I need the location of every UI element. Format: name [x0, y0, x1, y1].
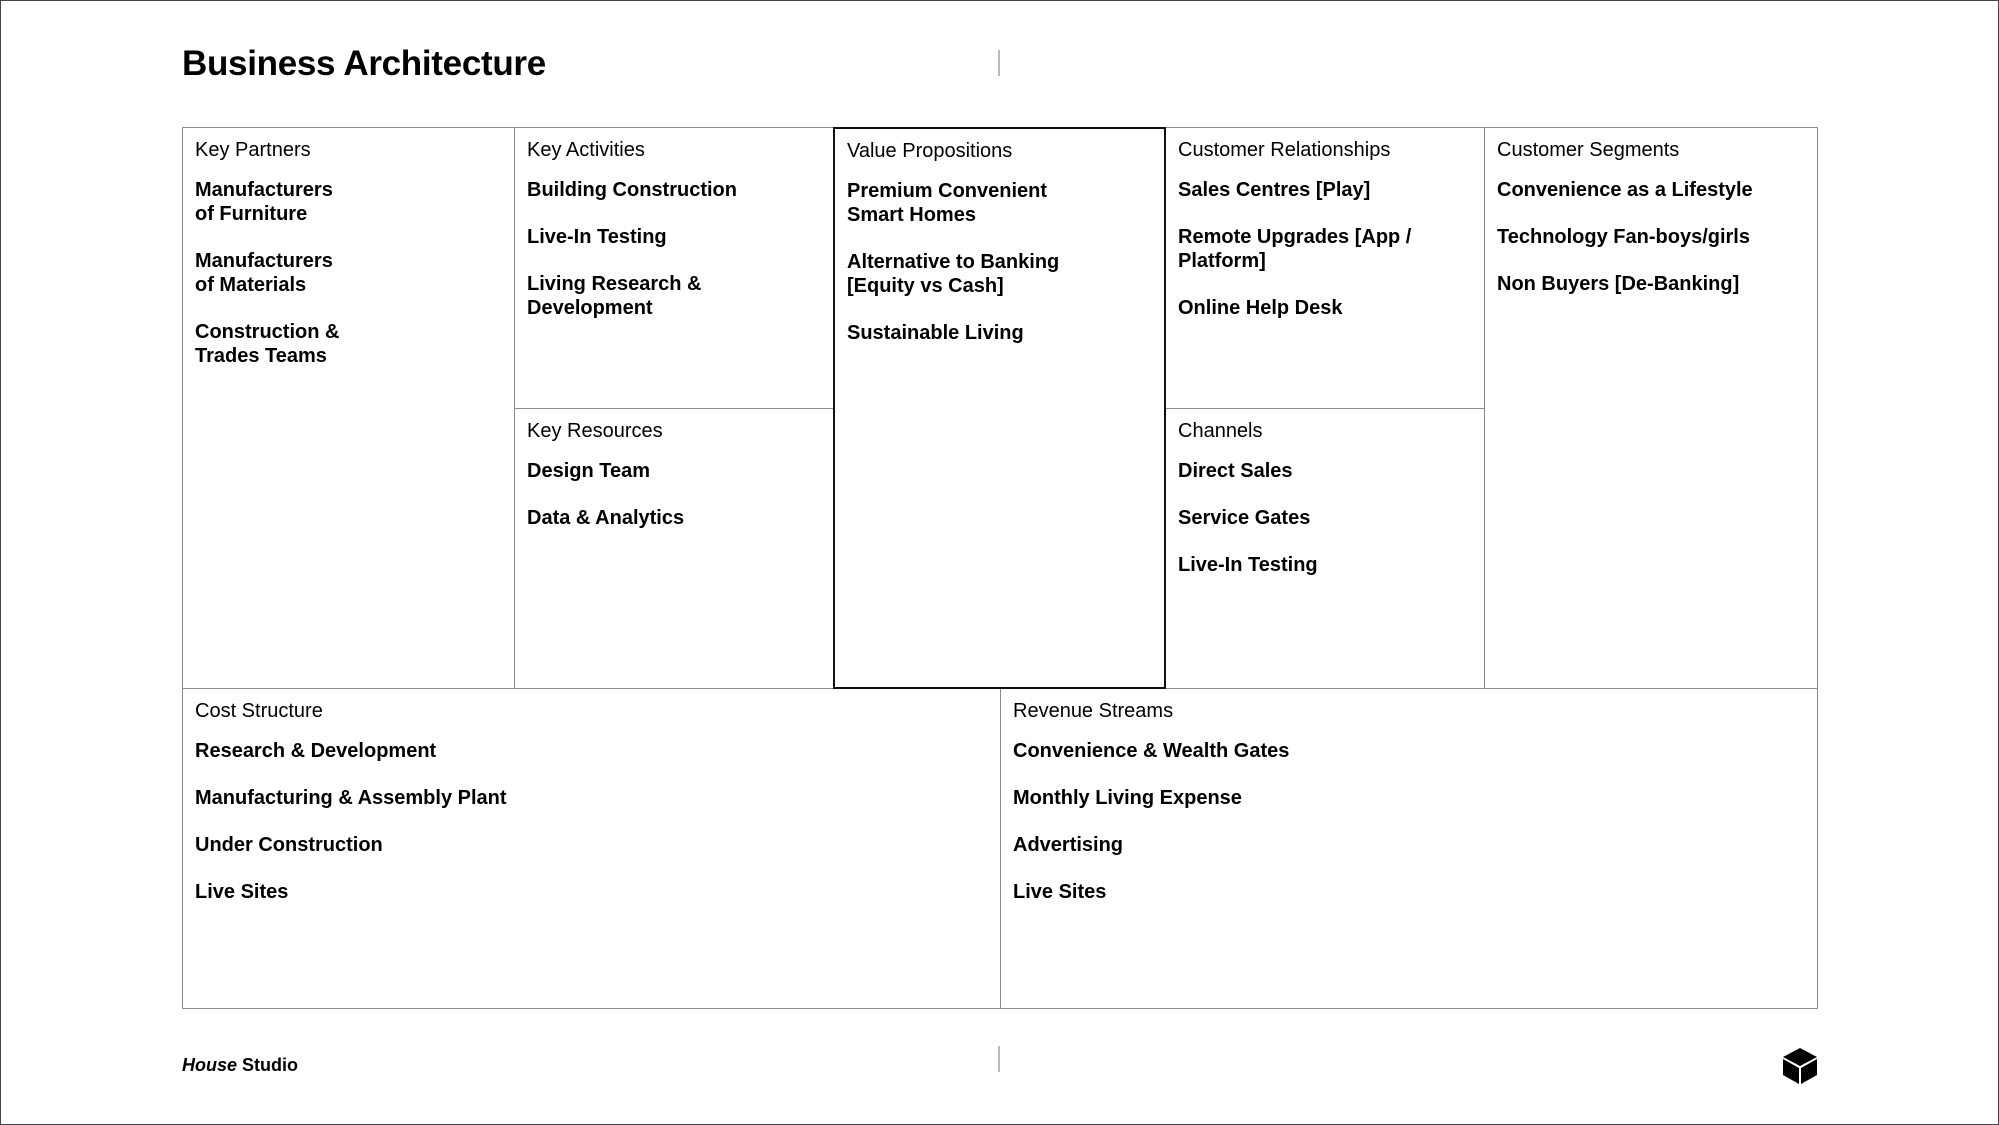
list-item: Under Construction — [195, 834, 383, 856]
list-item: Service Gates — [1178, 507, 1311, 529]
list-item: Direct Sales — [1178, 460, 1293, 482]
key-resources-block — [514, 408, 834, 689]
value-propositions-block — [833, 127, 1166, 689]
page-title: Business Architecture — [182, 44, 546, 83]
list-item: Data & Analytics — [527, 507, 685, 529]
list-item: Live-In Testing — [527, 226, 667, 248]
list-item: Online Help Desk — [1178, 297, 1343, 319]
list-item: Design Team — [527, 460, 650, 482]
channels-title: Channels — [1178, 420, 1263, 442]
key-resources-title: Key Resources — [527, 420, 663, 442]
key-activities-block — [514, 127, 834, 409]
list-item: Manufacturers of Furniture — [195, 179, 333, 225]
cost-structure-title: Cost Structure — [195, 700, 323, 722]
list-item: Premium Convenient Smart Homes — [847, 180, 1048, 226]
list-item: Convenience as a Lifestyle — [1497, 179, 1753, 201]
customer-segments-block — [1484, 127, 1818, 689]
list-item: Remote Upgrades [App / Platform] — [1178, 226, 1412, 272]
list-item: Sustainable Living — [847, 322, 1024, 344]
key-partners-block — [182, 127, 515, 689]
customer-relationships-title: Customer Relationships — [1178, 139, 1391, 161]
list-item: Monthly Living Expense — [1013, 787, 1242, 809]
list-item: Manufacturers of Materials — [195, 250, 333, 296]
business-model-canvas — [182, 127, 1818, 1009]
cost-structure-block — [182, 688, 1001, 1009]
list-item: Sales Centres [Play] — [1178, 179, 1371, 201]
list-item: Live-In Testing — [1178, 554, 1318, 576]
list-item: Non Buyers [De-Banking] — [1497, 273, 1740, 295]
footer-brand-rest: Studio — [237, 1055, 299, 1075]
channels-block — [1165, 408, 1485, 689]
footer-brand-italic: House — [182, 1055, 238, 1075]
list-item: Convenience & Wealth Gates — [1013, 740, 1290, 762]
list-item: Live Sites — [1013, 881, 1107, 903]
revenue-streams-title: Revenue Streams — [1013, 700, 1174, 722]
list-item: Living Research & Development — [527, 273, 702, 319]
list-item: Manufacturing & Assembly Plant — [195, 787, 507, 809]
revenue-streams-block — [1000, 688, 1818, 1009]
center-tick-top — [998, 50, 1000, 76]
customer-segments-title: Customer Segments — [1497, 139, 1680, 161]
center-tick-bottom — [998, 1046, 1000, 1072]
list-item: Building Construction — [527, 179, 737, 201]
customer-relationships-block — [1165, 127, 1485, 409]
key-partners-title: Key Partners — [195, 139, 311, 161]
cube-icon — [1782, 1047, 1818, 1085]
key-activities-title: Key Activities — [527, 139, 645, 161]
list-item: Technology Fan-boys/girls — [1497, 226, 1750, 248]
value-propositions-title: Value Propositions — [847, 140, 1013, 162]
list-item: Alternative to Banking [Equity vs Cash] — [847, 251, 1060, 297]
list-item: Construction & Trades Teams — [195, 321, 340, 367]
list-item: Advertising — [1013, 834, 1124, 856]
footer-brand — [182, 1055, 298, 1076]
list-item: Live Sites — [195, 881, 289, 903]
list-item: Research & Development — [195, 740, 437, 762]
